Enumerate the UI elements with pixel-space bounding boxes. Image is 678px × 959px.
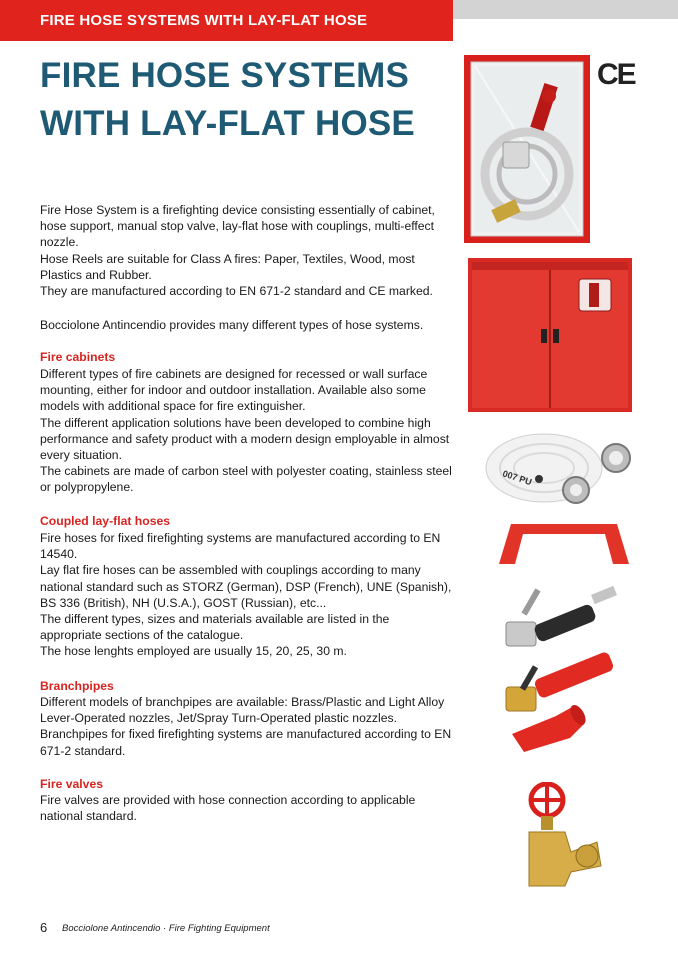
section-paragraph: Fire hoses for fixed firefighting systems are manufactured according to EN 14540. [40,531,441,562]
section-paragraph: The cabinets are made of carbon steel with polyester coating, stainless steel or polypropylene. [40,464,452,495]
lay-flat-hose-image [484,424,634,508]
section-body-coupled-hoses [40,530,452,660]
red-cabinet-image [467,257,633,413]
section-heading-fire-cabinets: Fire cabinets [40,350,116,364]
header-band [0,0,453,41]
intro-paragraph: Hose Reels are suitable for Class A fires: Paper, Textiles, Wood, most Plastics and Rubber. [40,251,415,282]
section-paragraph: Lay flat fire hoses can be assembled with couplings according to many national standard such as STORZ (German), DSP (French), UNE (Spanish), BS 336 (British), NH (U.S.A.), GOST (Russian), etc... [40,563,452,610]
fire-valve-image [519,782,603,888]
header-band-label: FIRE HOSE SYSTEMS WITH LAY-FLAT HOSE [40,12,368,29]
spray-nozzle-image [508,704,588,758]
section-paragraph: Different models of branchpipes are available: Brass/Plastic and Light Alloy Lever-Operated nozzles, Jet/Spray Turn-Operated plastic nozzles. [40,695,445,726]
ce-mark-logo: CE [597,58,635,91]
section-heading-fire-valves: Fire valves [40,777,104,791]
glass-cabinet-image [463,54,591,244]
section-body-fire-cabinets [40,366,452,496]
section-body-fire-valves [40,792,452,824]
section-paragraph: Fire valves are provided with hose connection according to applicable national standard. [40,793,416,824]
section-heading-branchpipes: Branchpipes [40,679,114,693]
intro-paragraph: They are manufactured according to EN 671-2 standard and CE marked. [40,284,433,299]
header-grey-strip [453,0,678,19]
page-title: FIRE HOSE SYSTEMS WITH LAY-FLAT HOSE [40,56,415,143]
footer-page-number: 6 [40,920,48,935]
intro-paragraph: Fire Hose System is a firefighting device consisting essentially of cabinet, hose support, manual stop valve, lay-flat hose with couplings, multi-effect nozzle. [40,203,435,250]
footer-text: Bocciolone Antincendio · Fire Fighting Equipment [62,923,270,934]
section-paragraph: Different types of fire cabinets are designed for recessed or wall surface mounting, either for indoor and outdoor installation. Available also some models with additional space for fire extinguisher. [40,367,428,414]
section-paragraph: The hose lenghts employed are usually 15, 20, 25, 30 m. [40,644,347,659]
intro-note-text: Bocciolone Antincendio provides many different types of hose systems. [40,318,424,332]
section-paragraph: Branchpipes for fixed firefighting systems are manufactured according to EN 671-2 standard. [40,727,452,758]
section-heading-coupled-hoses: Coupled lay-flat hoses [40,514,171,528]
intro-note [40,317,452,333]
hose-support-image [497,520,631,566]
intro-text [40,202,452,299]
section-body-branchpipes [40,694,452,759]
section-paragraph: The different application solutions have been developed to combine high performance and safety product with a modern design employable in almost every situation. [40,415,450,463]
section-paragraph: The different types, sizes and materials available are listed in the appropriate sections of the catalogue. [40,612,390,643]
hose-print-label: 007 PU [501,468,534,488]
